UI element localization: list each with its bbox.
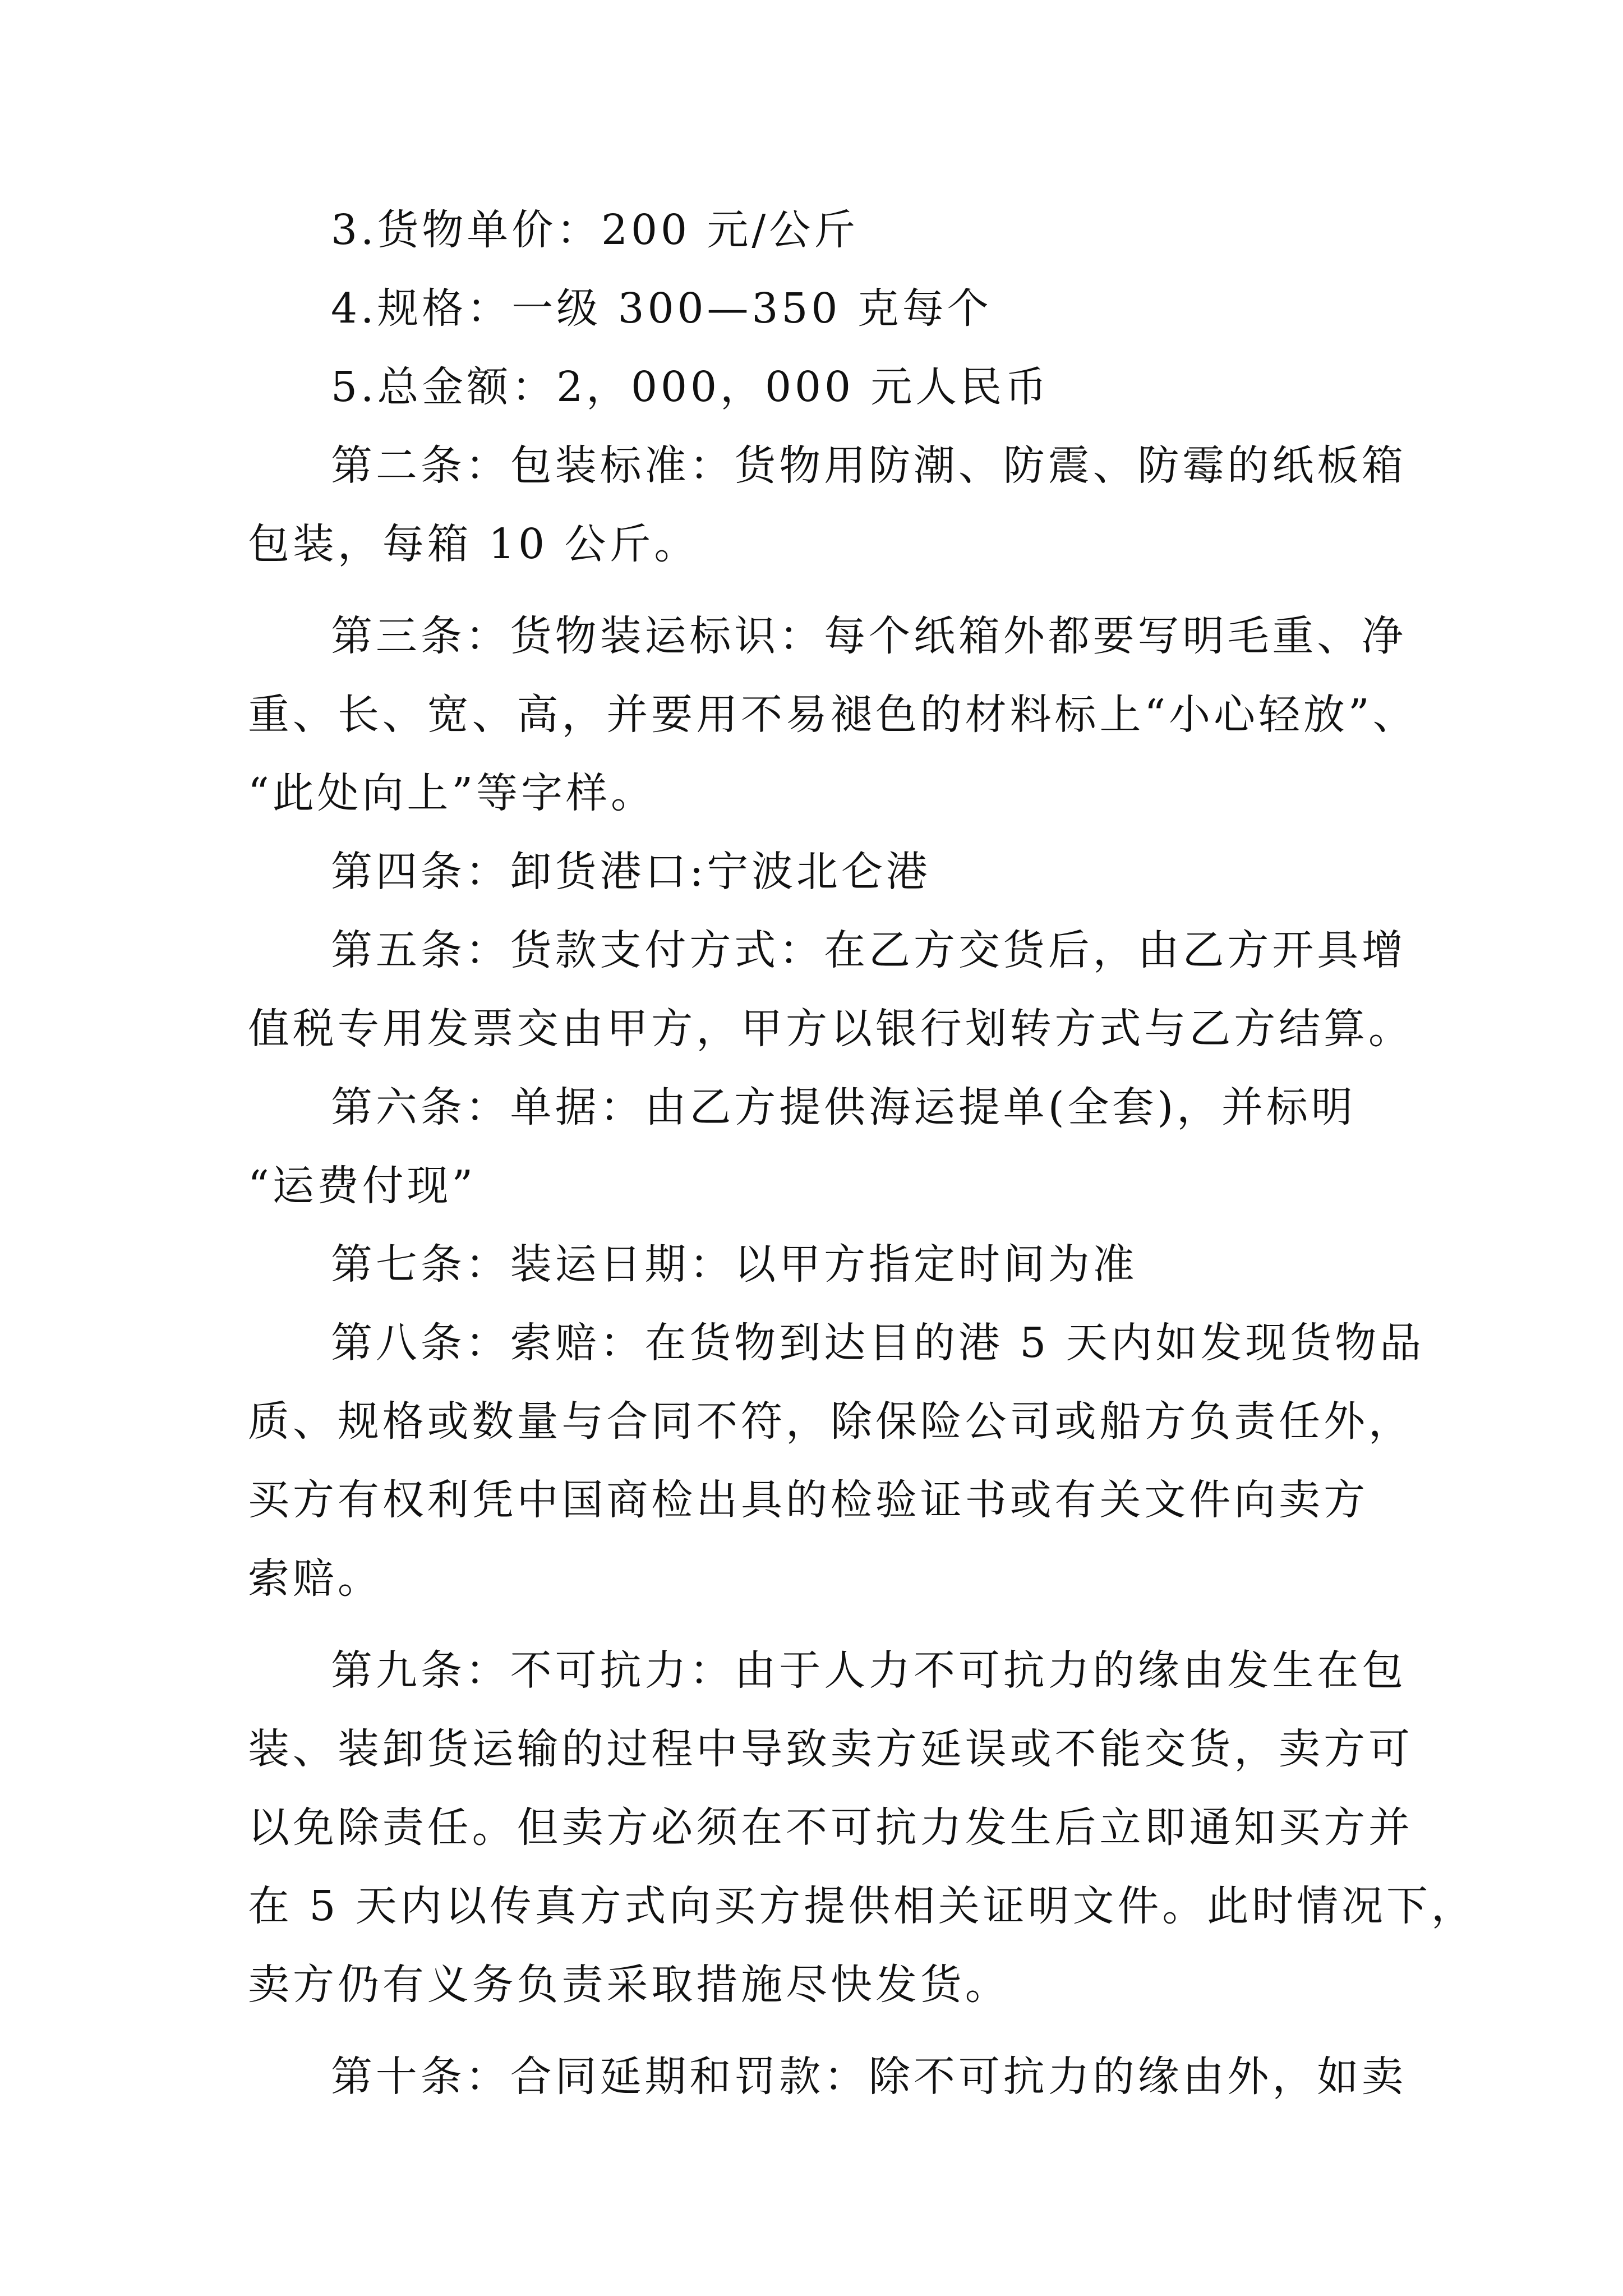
text-line: 第三条：货物装运标识：每个纸箱外都要写明毛重、净: [331, 612, 1407, 660]
text-line: “运费付现”: [248, 1162, 477, 1210]
text-line: 索赔。: [248, 1554, 382, 1603]
text-line: 在 5 天内以传真方式向买方提供相关证明文件。此时情况下，: [248, 1882, 1476, 1930]
text-line: 第五条：货款支付方式：在乙方交货后，由乙方开具增: [331, 926, 1407, 974]
paragraph-gap: [248, 1618, 1375, 1631]
text-line: 装、装卸货运输的过程中导致卖方延误或不能交货，卖方可: [248, 1725, 1413, 1773]
text-line: 4.规格：一级 300—350 克每个: [331, 284, 992, 333]
text-line: 3.货物单价：200 元/公斤: [331, 206, 859, 254]
text-line: 第四条：卸货港口:宁波北仑港: [331, 848, 931, 896]
text-line: 卖方仍有义务负责采取措施尽快发货。: [248, 1961, 1010, 2009]
text-line: 买方有权利凭中国商检出具的检验证书或有关文件向卖方: [248, 1476, 1368, 1524]
text-line: 第十条：合同延期和罚款：除不可抗力的缘由外，如卖: [331, 2053, 1407, 2101]
paragraph-gap: [248, 2024, 1375, 2037]
text-line: 值税专用发票交由甲方，甲方以银行划转方式与乙方结算。: [248, 1005, 1413, 1053]
text-line: 质、规格或数量与合同不符，除保险公司或船方负责任外，: [248, 1397, 1413, 1446]
text-line: “此处向上”等字样。: [248, 769, 656, 817]
contract-text: [248, 191, 1476, 2116]
text-line: 5.总金额：2，000，000 元人民币: [331, 363, 1050, 411]
text-line: 第七条：装运日期：以甲方指定时间为准: [331, 1240, 1138, 1289]
text-line: 第二条：包装标准：货物用防潮、防震、防霉的纸板箱: [331, 441, 1407, 490]
text-line: 第九条：不可抗力：由于人力不可抗力的缘由发生在包: [331, 1646, 1407, 1695]
text-line: 第八条：索赔：在货物到达目的港 5 天内如发现货物品: [331, 1319, 1425, 1367]
text-line: 第六条：单据：由乙方提供海运提单(全套)，并标明: [331, 1083, 1356, 1131]
paragraph-gap: [248, 583, 1375, 597]
text-line: 以免除责任。但卖方必须在不可抗力发生后立即通知买方并: [248, 1803, 1413, 1852]
text-line: 包装，每箱 10 公斤。: [248, 520, 699, 568]
text-line: 重、长、宽、高，并要用不易褪色的材料标上“小心轻放”、: [248, 691, 1418, 739]
